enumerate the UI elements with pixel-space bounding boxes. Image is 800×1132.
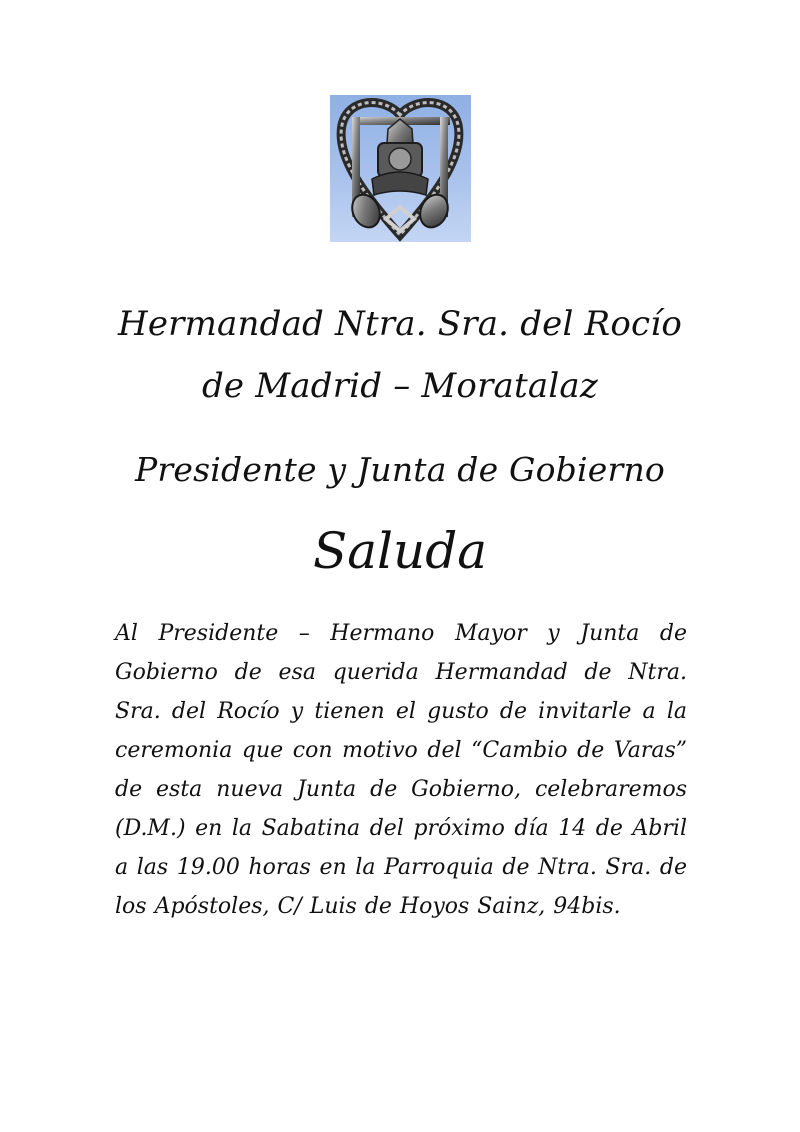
heading-line-1: Hermandad Ntra. Sra. del Rocío	[117, 304, 683, 344]
invitation-body: Al Presidente – Hermano Mayor y Junta de Gobierno de esa querida Hermandad de Ntra. Sra. del Rocío y tienen el gusto de invitarle a la ceremonia que con motivo del “Cambio de Varas” de esta nueva Junta de Gobierno, celebraremos (D.M.) en la Sabatina del próximo día 14 de Abril a las 19.00 horas en la Parroquia de Ntra. Sra. de los Apóstoles, C/ Luis de Hoyos Sainz, 94bis.	[115, 621, 687, 919]
heart-crest-icon	[330, 95, 471, 242]
heading-line-3: Presidente y Junta de Gobierno	[135, 450, 665, 489]
heading-line-2: de Madrid – Moratalaz	[201, 366, 599, 406]
hermandad-crest-emblem	[330, 95, 471, 242]
salute-title: Saluda	[312, 522, 488, 580]
